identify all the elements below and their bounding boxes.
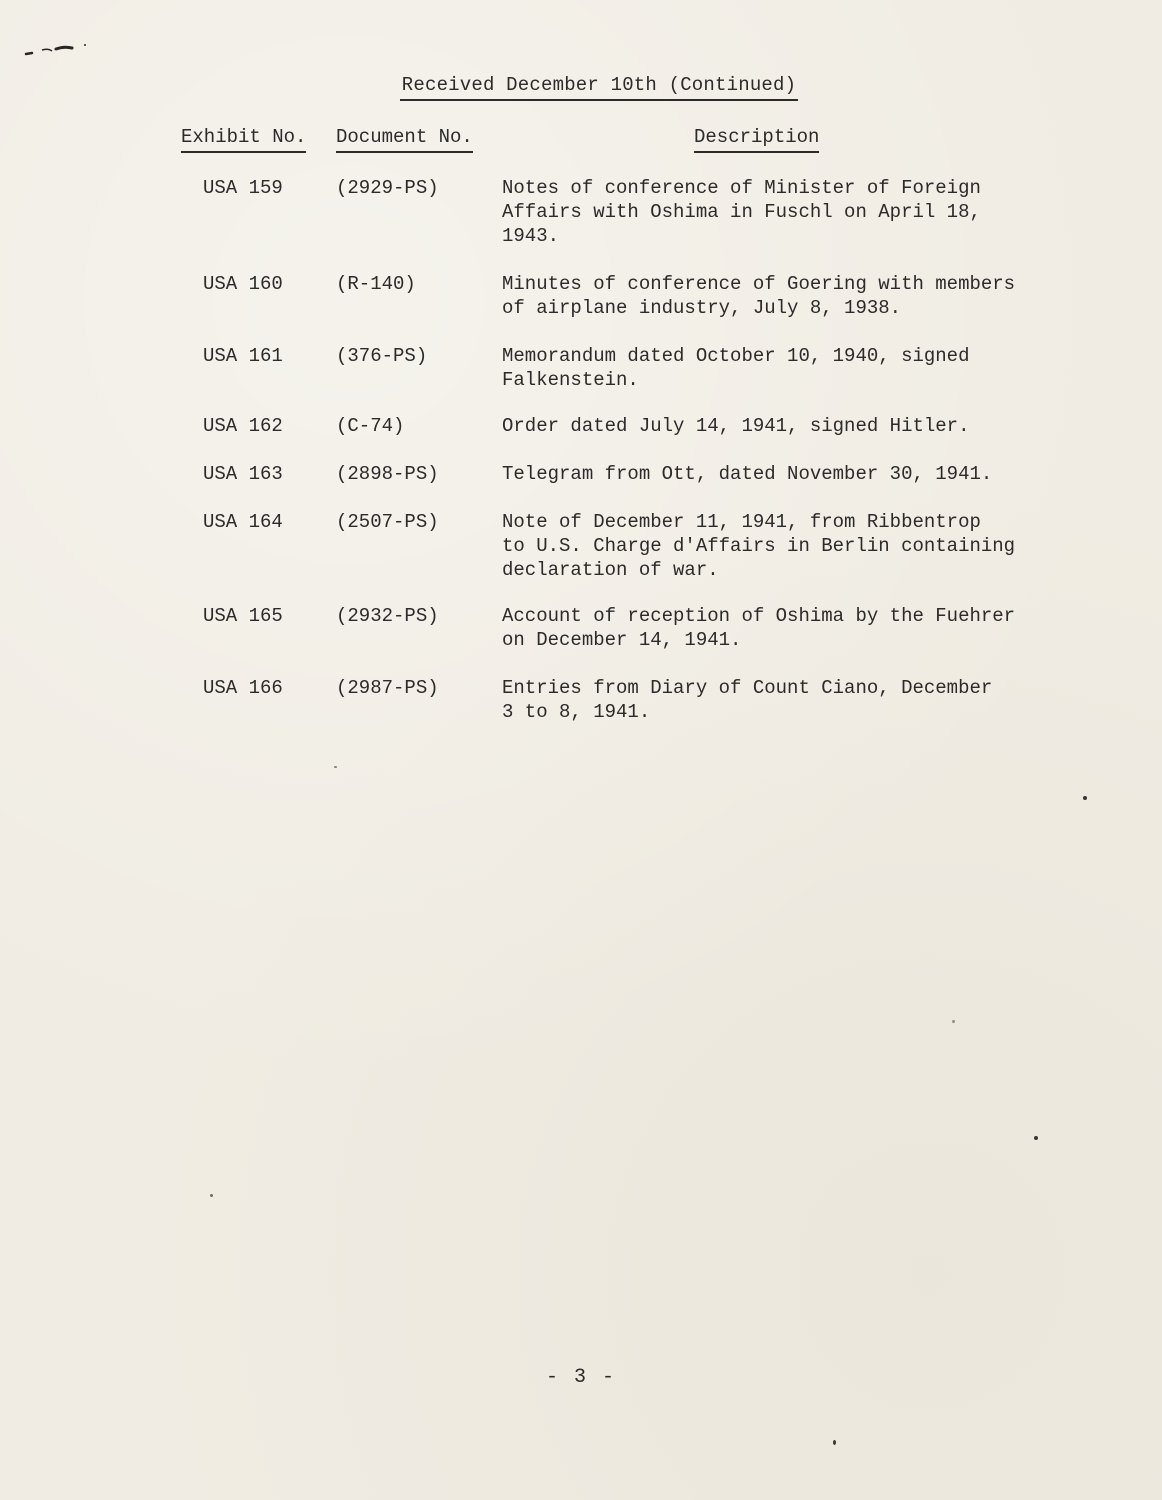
description: Account of reception of Oshima by the Fuehrer on December 14, 1941.: [502, 605, 1016, 651]
description: Note of December 11, 1941, from Ribbentrop to U.S. Charge d'Affairs in Berlin containing declaration of war.: [502, 511, 1016, 581]
ink-mark: [24, 40, 94, 60]
exhibit-number: USA 159: [203, 177, 283, 199]
paper-speck: [210, 1194, 213, 1197]
document-number: (R-140): [336, 273, 416, 295]
page-heading: [0, 74, 1162, 101]
exhibit-number: USA 161: [203, 345, 283, 367]
description: Entries from Diary of Count Ciano, December 3 to 8, 1941.: [502, 677, 993, 723]
paper-speck: [952, 1020, 955, 1023]
description: Order dated July 14, 1941, signed Hitler.: [502, 415, 970, 437]
page-heading-text: Received December 10th (Continued): [400, 74, 798, 101]
column-header-exhibit: Exhibit No.: [181, 126, 306, 153]
document-number: (C-74): [336, 415, 405, 437]
document-number: (2932-PS): [336, 605, 439, 627]
page-number: - 3 -: [545, 1366, 616, 1389]
paper-speck: [833, 1440, 836, 1445]
description: Telegram from Ott, dated November 30, 1941.: [502, 463, 993, 485]
document-number: (376-PS): [336, 345, 428, 367]
paper-speck: [1034, 1136, 1038, 1140]
exhibit-number: USA 164: [203, 511, 283, 533]
exhibit-number: USA 160: [203, 273, 283, 295]
exhibit-number: USA 166: [203, 677, 283, 699]
exhibit-number: USA 162: [203, 415, 283, 437]
column-header-description: Description: [694, 126, 819, 153]
description: Notes of conference of Minister of Foreign Affairs with Oshima in Fuschl on April 18, 1943.: [502, 177, 981, 247]
document-number: (2898-PS): [336, 463, 439, 485]
document-number: (2987-PS): [336, 677, 439, 699]
description: Minutes of conference of Goering with members of airplane industry, July 8, 1938.: [502, 273, 1016, 319]
paper-speck: [334, 766, 337, 768]
document-number: (2929-PS): [336, 177, 439, 199]
description: Memorandum dated October 10, 1940, signed Falkenstein.: [502, 345, 970, 391]
exhibit-number: USA 163: [203, 463, 283, 485]
paper-speck: [1083, 796, 1087, 800]
document-number: (2507-PS): [336, 511, 439, 533]
column-header-document: Document No.: [336, 126, 473, 153]
exhibit-number: USA 165: [203, 605, 283, 627]
